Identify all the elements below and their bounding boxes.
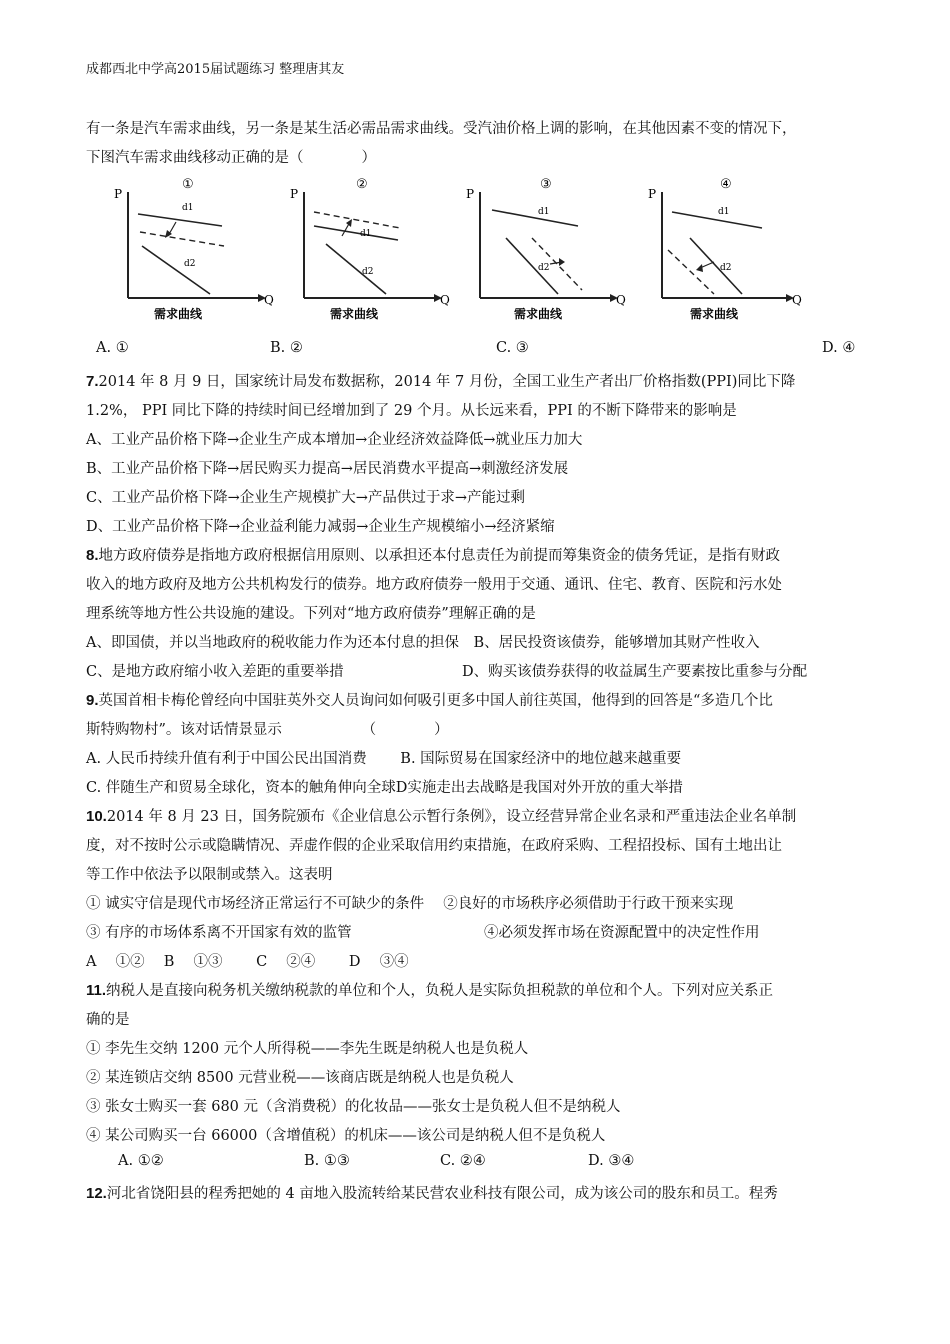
q9-options-cd[interactable]: C. 伴随生产和贸易全球化，资本的触角伸向全球D实施走出去战略是我国对外开放的重大举措 xyxy=(86,780,683,796)
q6-line1: 有一条是汽车需求曲线，另一条是某生活必需品需求曲线。受汽油价格上调的影响，在其他因素不变的情况下， xyxy=(86,121,797,137)
figure-4-q-label: Q xyxy=(792,293,802,307)
q10-statement-4: ④必须发挥市场在资源配置中的决定性作用 xyxy=(484,925,760,941)
q11-statement-2: ② 某连锁店交纳 8500 元营业税——该商店既是纳税人也是负税人 xyxy=(86,1070,514,1086)
q9-line2: 斯特购物村”。该对话情景显示 （ ） xyxy=(86,722,449,738)
q8-number: 8. xyxy=(86,547,99,564)
q6-line2: 下图汽车需求曲线移动正确的是（ ） xyxy=(86,150,376,166)
q8-option-d[interactable]: D、购买该债券获得的收益属生产要素按比重参与分配 xyxy=(462,664,808,680)
figure-4 xyxy=(638,176,808,330)
q10-statements-12: ① 诚实守信是现代市场经济正常运行不可缺少的条件 ②良好的市场秩序必须借助于行政干预来实现 xyxy=(86,896,734,912)
q8-option-c[interactable]: C、是地方政府缩小收入差距的重要举措 xyxy=(86,664,344,680)
q8-options-ab[interactable]: A、即国债，并以当地政府的税收能力作为还本付息的担保 B、居民投资该债券，能够增加其财产性收入 xyxy=(86,635,760,651)
q12-number: 12. xyxy=(86,1185,107,1202)
figure-3-p-label: P xyxy=(466,187,475,201)
figure-1-p-label: P xyxy=(114,187,123,201)
q11-statement-1: ① 李先生交纳 1200 元个人所得税——李先生既是纳税人也是负税人 xyxy=(86,1041,529,1057)
q6-option-b[interactable]: B. ② xyxy=(270,340,303,356)
q9-options-ab[interactable]: A. 人民币持续升值有利于中国公民出国消费 B. 国际贸易在国家经济中的地位越来越重要 xyxy=(86,751,682,767)
q8-line2: 收入的地方政府及地方公共机构发行的债券。地方政府债券一般用于交通、通讯、住宅、教育、医院和污水处 xyxy=(86,577,782,593)
figure-2 xyxy=(286,176,456,330)
q9-number: 9. xyxy=(86,692,99,709)
d2-curve xyxy=(326,244,386,294)
q10-line1 xyxy=(86,805,796,826)
q10-number: 10. xyxy=(86,808,107,825)
q7-number: 7. xyxy=(86,373,99,390)
q6-option-d[interactable]: D. ④ xyxy=(822,340,856,356)
page-header: 成都西北中学高2015届试题练习 整理唐其友 xyxy=(86,62,345,77)
q9-line1 xyxy=(86,689,773,710)
figure-4-d2-label: d2 xyxy=(720,263,732,273)
q11-line2: 确的是 xyxy=(86,1012,130,1028)
figure-1-d2-label: d2 xyxy=(184,259,196,269)
q6-option-a[interactable]: A. ① xyxy=(96,340,129,356)
q8-text1: 地方政府债券是指地方政府根据信用原则、以承担还本付息责任为前提而筹集资金的债务凭证，是指有财政 xyxy=(98,548,781,564)
figure-2-p-label: P xyxy=(290,187,299,201)
shifted-curve xyxy=(314,212,400,228)
q7-line1 xyxy=(86,370,795,391)
q11-statement-3: ③ 张女士购买一套 680 元（含消费税）的化妆品——张女士是负税人但不是纳税人 xyxy=(86,1099,621,1115)
figure-2-d2-label: d2 xyxy=(362,267,374,277)
figure-2-caption: 需求曲线 xyxy=(330,307,379,321)
figure-3-number: ③ xyxy=(540,177,552,192)
d1-curve xyxy=(138,214,222,226)
d2-curve xyxy=(690,238,742,294)
figure-3-q-label: Q xyxy=(616,293,626,307)
figure-1-d1-label: d1 xyxy=(182,203,194,213)
q12-line1 xyxy=(86,1182,778,1203)
q7-line2: 1.2%， PPI 同比下降的持续时间已经增加到了 29 个月。从长远来看，PPI 的不断下降带来的影响是 xyxy=(86,403,737,419)
q10-text1: 2014 年 8 月 23 日，国务院颁布《企业信息公示暂行条例》，设立经营异常企业名录和严重违法企业名单制 xyxy=(106,809,797,825)
figure-2-number: ② xyxy=(356,177,368,192)
figure-1-caption: 需求曲线 xyxy=(154,307,203,321)
figure-3-d2-label: d2 xyxy=(538,263,550,273)
q8-line1 xyxy=(86,544,780,565)
q7-text1: 2014 年 8 月 9 日，国家统计局发布数据称，2014 年 7 月份，全国工业生产者出厂价格指数(PPI)同比下降 xyxy=(98,374,796,390)
q10-options[interactable]: A ①② B ①③ C ②④ D ③④ xyxy=(86,954,409,970)
figure-4-d1-label: d1 xyxy=(718,207,730,217)
q9-text1: 英国首相卡梅伦曾经向中国驻英外交人员询问如何吸引更多中国人前往英国，他得到的回答是“多造几个比 xyxy=(98,693,773,709)
figure-2-q-label: Q xyxy=(440,293,450,307)
q10-statement-3: ③ 有序的市场体系离不开国家有效的监管 xyxy=(86,925,352,941)
q11-option-c[interactable]: C. ②④ xyxy=(440,1153,486,1169)
q10-line3: 等工作中依法予以限制或禁入。这表明 xyxy=(86,867,333,883)
figure-1-q-label: Q xyxy=(264,293,274,307)
q8-line3: 理系统等地方性公共设施的建设。下列对“地方政府债券”理解正确的是 xyxy=(86,606,536,622)
q11-option-b[interactable]: B. ①③ xyxy=(304,1153,350,1169)
figure-1 xyxy=(110,176,280,330)
figure-2-d1-label: d1 xyxy=(360,229,372,239)
figure-3-caption: 需求曲线 xyxy=(514,307,563,321)
figure-3 xyxy=(462,176,632,330)
q11-text1: 纳税人是直接向税务机关缴纳税款的单位和个人，负税人是实际负担税款的单位和个人。下列对应关系正 xyxy=(106,983,774,999)
figure-3-d1-label: d1 xyxy=(538,207,550,217)
q7-option-d[interactable]: D、工业产品价格下降→企业益利能力减弱→企业生产规模缩小→经济紧缩 xyxy=(86,519,555,535)
d2-curve xyxy=(506,238,558,294)
d1-curve xyxy=(672,212,762,228)
q7-option-b[interactable]: B、工业产品价格下降→居民购买力提高→居民消费水平提高→刺激经济发展 xyxy=(86,461,569,477)
q6-option-c[interactable]: C. ③ xyxy=(496,340,529,356)
figure-4-caption: 需求曲线 xyxy=(690,307,739,321)
q11-option-d[interactable]: D. ③④ xyxy=(588,1153,635,1169)
q11-statement-4: ④ 某公司购买一台 66000（含增值税）的机床——该公司是纳税人但不是负税人 xyxy=(86,1128,606,1144)
q7-option-c[interactable]: C、工业产品价格下降→企业生产规模扩大→产品供过于求→产能过剩 xyxy=(86,490,526,506)
d1-curve xyxy=(492,210,578,226)
figure-4-p-label: P xyxy=(648,187,657,201)
d2-curve xyxy=(142,246,210,294)
q10-line2: 度，对不按时公示或隐瞒情况、弄虚作假的企业采取信用约束措施，在政府采购、工程招投标、国有土地出让 xyxy=(86,838,782,854)
q11-option-a[interactable]: A. ①② xyxy=(118,1153,164,1169)
shifted-curve xyxy=(140,232,224,246)
q7-option-a[interactable]: A、工业产品价格下降→企业生产成本增加→企业经济效益降低→就业压力加大 xyxy=(86,432,583,448)
figure-1-number: ① xyxy=(182,177,194,192)
q12-text1: 河北省饶阳县的程秀把她的 4 亩地入股流转给某民营农业科技有限公司，成为该公司的股东和员工。程秀 xyxy=(106,1186,778,1202)
q11-number: 11. xyxy=(86,982,107,999)
d1-curve xyxy=(314,226,398,240)
figure-4-number: ④ xyxy=(720,177,732,192)
q11-line1 xyxy=(86,979,773,1000)
